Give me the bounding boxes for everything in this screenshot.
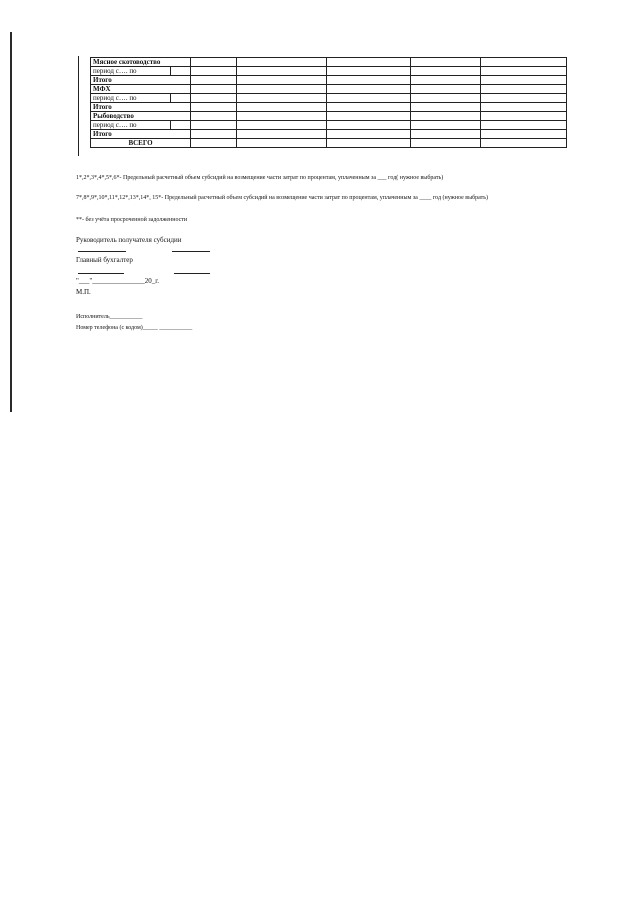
- subsidy-table: [90, 57, 567, 148]
- empty-cell: [411, 67, 481, 76]
- empty-cell: [171, 94, 191, 103]
- table-row: [91, 85, 567, 94]
- footnote-2: 7*,8*,9*,10*,11*,12*,13*,14*, 15*- Предельный расчетный объем субсидий на возмещение части затрат по процентам, уплаченным за ____ год (нужное выбрать): [76, 195, 489, 201]
- empty-cell: [237, 121, 327, 130]
- empty-cell: [327, 121, 411, 130]
- table-row: [91, 103, 567, 112]
- empty-cell: [327, 67, 411, 76]
- row-label: Мясное скотоводство: [91, 58, 191, 67]
- row-label: Итого: [91, 130, 191, 139]
- empty-cell: [327, 94, 411, 103]
- row-label: период с…. по: [91, 94, 171, 103]
- empty-cell: [237, 139, 327, 148]
- empty-cell: [327, 76, 411, 85]
- empty-cell: [237, 58, 327, 67]
- empty-cell: [411, 76, 481, 85]
- row-label: МФХ: [91, 85, 191, 94]
- empty-cell: [237, 94, 327, 103]
- empty-cell: [327, 112, 411, 121]
- date-line: "___"_______________20_г.: [76, 277, 160, 285]
- empty-cell: [481, 94, 567, 103]
- footnote-1: 1*,2*,3*,4*,5*,6*- Предельный расчетный объем субсидий на возмещение части затрат по процентам, уплаченным за ___ год( нужное выбрать): [76, 175, 444, 181]
- table-row: [91, 112, 567, 121]
- empty-cell: [191, 112, 237, 121]
- footnote-3: **- без учёта просроченной задолженности: [76, 217, 188, 223]
- empty-cell: [411, 94, 481, 103]
- empty-cell: [481, 76, 567, 85]
- empty-cell: [481, 139, 567, 148]
- empty-cell: [191, 121, 237, 130]
- row-label: ВСЕГО: [91, 139, 191, 148]
- empty-cell: [481, 103, 567, 112]
- empty-cell: [481, 58, 567, 67]
- empty-cell: [191, 58, 237, 67]
- empty-cell: [411, 58, 481, 67]
- empty-cell: [327, 103, 411, 112]
- table-row: [91, 121, 567, 130]
- table-row: [91, 58, 567, 67]
- empty-cell: [191, 67, 237, 76]
- empty-cell: [237, 112, 327, 121]
- empty-cell: [411, 112, 481, 121]
- empty-cell: [327, 130, 411, 139]
- empty-cell: [411, 85, 481, 94]
- empty-cell: [171, 121, 191, 130]
- empty-cell: [171, 67, 191, 76]
- empty-cell: [481, 67, 567, 76]
- empty-cell: [237, 76, 327, 85]
- table-row: [91, 94, 567, 103]
- empty-cell: [411, 121, 481, 130]
- empty-cell: [237, 85, 327, 94]
- empty-cell: [481, 85, 567, 94]
- scan-edge-line: [10, 32, 12, 412]
- table-row: [91, 139, 567, 148]
- empty-cell: [411, 130, 481, 139]
- empty-cell: [237, 67, 327, 76]
- phone-line: Номер телефона (с кодом)_____ ___________: [76, 325, 193, 331]
- empty-cell: [191, 130, 237, 139]
- empty-cell: [191, 103, 237, 112]
- row-label: период с…. по: [91, 121, 171, 130]
- empty-cell: [327, 58, 411, 67]
- empty-cell: [481, 112, 567, 121]
- empty-cell: [191, 76, 237, 85]
- stamp-label: М.П.: [76, 288, 91, 296]
- empty-cell: [327, 85, 411, 94]
- table-row: [91, 76, 567, 85]
- head-label: Руководитель получателя субсидии: [76, 236, 182, 244]
- table-row: [91, 67, 567, 76]
- empty-cell: [411, 139, 481, 148]
- empty-cell: [411, 103, 481, 112]
- accountant-name-line: [174, 273, 210, 274]
- accountant-label: Главный бухгалтер: [76, 256, 133, 264]
- empty-cell: [327, 139, 411, 148]
- empty-cell: [481, 121, 567, 130]
- row-label: Итого: [91, 76, 191, 85]
- row-label: Рыбоводство: [91, 112, 191, 121]
- table-row: [91, 130, 567, 139]
- accountant-signature-line: [78, 273, 124, 274]
- head-name-line: [172, 251, 210, 252]
- head-signature-line: [78, 251, 126, 252]
- empty-cell: [191, 85, 237, 94]
- empty-cell: [191, 94, 237, 103]
- row-label: период с…. по: [91, 67, 171, 76]
- empty-cell: [237, 130, 327, 139]
- executor-line: Исполнитель___________: [76, 314, 143, 320]
- table-left-rule: [78, 56, 79, 156]
- row-label: Итого: [91, 103, 191, 112]
- empty-cell: [481, 130, 567, 139]
- empty-cell: [191, 139, 237, 148]
- empty-cell: [237, 103, 327, 112]
